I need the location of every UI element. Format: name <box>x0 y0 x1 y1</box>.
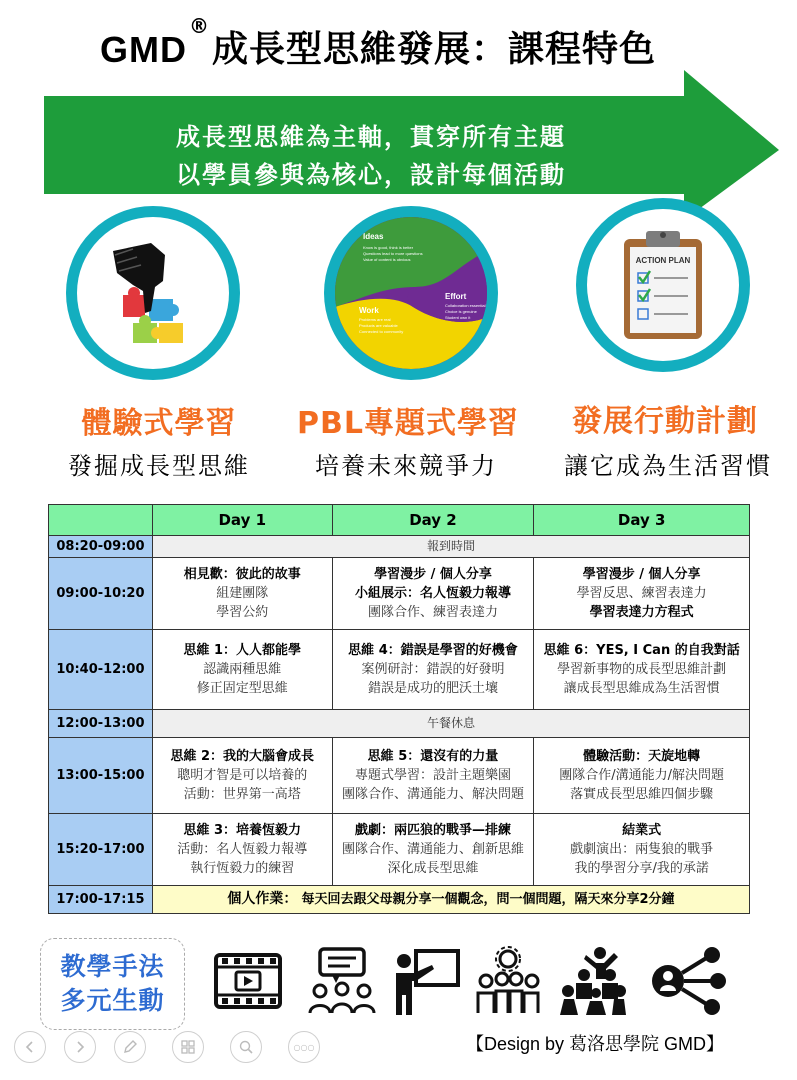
action-plan-clipboard-icon <box>608 225 718 345</box>
feature-circle-pbl <box>324 206 498 380</box>
more-icon: ○○○ <box>293 1042 315 1052</box>
feature-title-experiential: 體驗式學習 <box>81 406 237 441</box>
venn-effort-bullet-2: Choice is genuine <box>445 309 477 314</box>
venn-work-label: Work <box>359 306 379 315</box>
session-line: 團隊合作、溝通能力、解決問題 <box>341 787 524 802</box>
session-title: 思維 3：培養恆毅力 <box>183 823 302 838</box>
session-line: 活動：世界第一高塔 <box>183 787 301 802</box>
time-cell: 15:20-17:00 <box>49 814 153 886</box>
design-credit: 【Design by 葛洛思學院 GMD】 <box>466 1034 725 1054</box>
session-cell <box>332 738 534 814</box>
feature-title-pbl: PBL專題式學習 <box>297 406 519 441</box>
table-row <box>49 738 750 814</box>
more-button[interactable] <box>288 1031 320 1063</box>
schedule-table <box>48 504 750 914</box>
session-title: 體驗活動：天旋地轉 <box>583 749 701 764</box>
session-title: 學習漫步 / 個人分享 <box>374 567 492 582</box>
session-cell <box>534 630 750 710</box>
session-line: 執行恆毅力的練習 <box>190 861 295 876</box>
session-cell <box>332 630 534 710</box>
session-line: 我的學習分享/我的承諾 <box>574 861 709 876</box>
banner-line-1: 成長型思維為主軸，貫穿所有主題 <box>176 123 566 151</box>
venn-ideas-bullet-1: Know is good, think is better <box>363 245 414 250</box>
session-line: 修正固定型思維 <box>196 681 288 696</box>
group-discussion-icon <box>306 945 378 1017</box>
time-cell: 08:20-09:00 <box>49 536 153 558</box>
session-line: 組建團隊 <box>216 586 269 601</box>
next-button[interactable] <box>64 1031 96 1063</box>
title-text: 成長型思維發展：課程特色 <box>212 29 657 70</box>
session-line: 聰明才智是可以培養的 <box>177 768 308 783</box>
slides-button[interactable] <box>172 1031 204 1063</box>
time-cell: 17:00-17:15 <box>49 886 153 914</box>
header-day-1: Day 1 <box>152 505 332 536</box>
header-day-3: Day 3 <box>534 505 750 536</box>
feature-circle-experiential <box>66 206 240 380</box>
table-row <box>49 536 750 558</box>
brand-name: GMD <box>100 29 187 70</box>
session-title: 思維 5：還沒有的力量 <box>367 749 499 764</box>
session-title: 結業式 <box>622 823 662 838</box>
session-title: 思維 6：YES, I Can 的自我對話 <box>543 643 740 658</box>
video-player-icon <box>212 945 284 1017</box>
prev-icon <box>23 1040 37 1054</box>
time-cell: 10:40-12:00 <box>49 630 153 710</box>
pen-icon <box>122 1039 138 1055</box>
session-line: 學習反思、練習表達力 <box>576 586 707 601</box>
banner-text <box>176 118 566 194</box>
feature-subtitle-experiential: 發掘成長型思維 <box>68 452 250 480</box>
session-title: 學習漫步 / 個人分享 <box>582 567 701 582</box>
methods-line-2: 多元生動 <box>60 986 165 1015</box>
table-row <box>49 630 750 710</box>
clipboard-label: ACTION PLAN <box>635 256 691 265</box>
session-cell <box>534 558 750 630</box>
homework-label: 個人作業： <box>227 891 298 907</box>
session-line: 錯誤是成功的肥沃土壤 <box>367 681 498 696</box>
feature-subtitle-pbl: 培養未來競爭力 <box>315 452 497 480</box>
next-icon <box>73 1040 87 1054</box>
venn-ideas-bullet-2: Questions lead to more questions <box>363 251 423 256</box>
methods-line-1: 教學手法 <box>60 952 165 981</box>
banner-line-2: 以學員參與為核心，設計每個活動 <box>176 161 566 189</box>
team-collaboration-icon <box>472 945 544 1017</box>
mindset-venn-icon <box>335 217 487 369</box>
venn-ideas-label: Ideas <box>363 232 384 241</box>
venn-effort-bullet-1: Collaboration essential <box>445 303 486 308</box>
feature-subtitle-action-plan: 讓它成為生活習慣 <box>564 452 772 480</box>
feature-circle-action-plan <box>576 198 750 372</box>
session-cell <box>152 630 332 710</box>
session-line: 案例研討：錯誤的好發明 <box>361 662 505 677</box>
span-cell-checkin: 報到時間 <box>152 536 749 558</box>
session-cell <box>534 738 750 814</box>
header-time <box>49 505 153 536</box>
feature-title-action-plan: 發展行動計劃 <box>572 404 758 439</box>
session-line: 戲劇演出：兩隻狼的戰爭 <box>570 842 714 857</box>
slides-icon <box>180 1039 196 1055</box>
session-cell <box>152 558 332 630</box>
session-line: 小組展示：名人恆毅力報導 <box>354 586 511 601</box>
presenter-board-icon <box>392 945 462 1017</box>
venn-effort-label: Effort <box>445 292 467 301</box>
session-cell <box>152 738 332 814</box>
session-line: 專題式學習：設計主題樂園 <box>354 768 511 783</box>
network-share-icon <box>648 945 728 1017</box>
zoom-icon <box>238 1039 254 1055</box>
session-line: 團隊合作、練習表達力 <box>367 605 498 620</box>
session-cell <box>152 814 332 886</box>
session-cell <box>332 814 534 886</box>
time-cell: 09:00-10:20 <box>49 558 153 630</box>
session-line: 活動：名人恆毅力報導 <box>177 842 308 857</box>
session-title: 思維 4：錯誤是學習的好機會 <box>348 643 518 658</box>
span-cell-lunch: 午餐休息 <box>152 710 749 738</box>
venn-work-bullet-2: Products are valuable <box>359 323 398 328</box>
table-row <box>49 886 750 914</box>
session-line: 學習表達力方程式 <box>589 605 694 620</box>
time-cell: 12:00-13:00 <box>49 710 153 738</box>
venn-effort-bullet-3: Student own it <box>445 315 471 320</box>
puzzle-hand-icon <box>93 233 213 353</box>
teaching-methods-box <box>40 938 185 1030</box>
session-line: 團隊合作/溝通能力/解決問題 <box>559 768 725 783</box>
table-row <box>49 814 750 886</box>
header-day-2: Day 2 <box>332 505 534 536</box>
prev-button[interactable] <box>14 1031 46 1063</box>
venn-ideas-bullet-3: Value of content is obvious <box>363 257 411 262</box>
session-line: 讓成長型思維成為生活習慣 <box>563 681 720 696</box>
session-cell <box>534 814 750 886</box>
homework-cell <box>152 886 749 914</box>
session-line: 學習公約 <box>216 605 269 620</box>
time-cell: 13:00-15:00 <box>49 738 153 814</box>
homework-text: 每天回去跟父母親分享一個觀念，問一個問題，隔天來分享2分鐘 <box>301 892 675 907</box>
table-row <box>49 558 750 630</box>
session-line: 落實成長型思維四個步驟 <box>570 787 714 802</box>
session-title: 相見歡：彼此的故事 <box>183 567 301 582</box>
session-title: 戲劇：兩匹狼的戰爭—排練 <box>354 823 511 838</box>
registered-mark: ® <box>189 14 210 38</box>
session-line: 學習新事物的成長型思維計劃 <box>557 662 727 677</box>
session-line: 團隊合作、溝通能力、創新思維 <box>341 842 524 857</box>
session-title: 思維 1：人人都能學 <box>183 643 302 658</box>
session-line: 認識兩種思維 <box>203 662 282 677</box>
session-title: 思維 2：我的大腦會成長 <box>170 749 315 764</box>
zoom-button[interactable] <box>230 1031 262 1063</box>
venn-work-bullet-1: Problems are real <box>359 317 391 322</box>
venn-work-bullet-3: Connected to community <box>359 329 404 334</box>
pen-button[interactable] <box>114 1031 146 1063</box>
table-header-row <box>49 505 750 536</box>
table-row <box>49 710 750 738</box>
session-cell <box>332 558 534 630</box>
human-pyramid-icon <box>556 945 628 1017</box>
session-line: 深化成長型思維 <box>387 861 479 876</box>
